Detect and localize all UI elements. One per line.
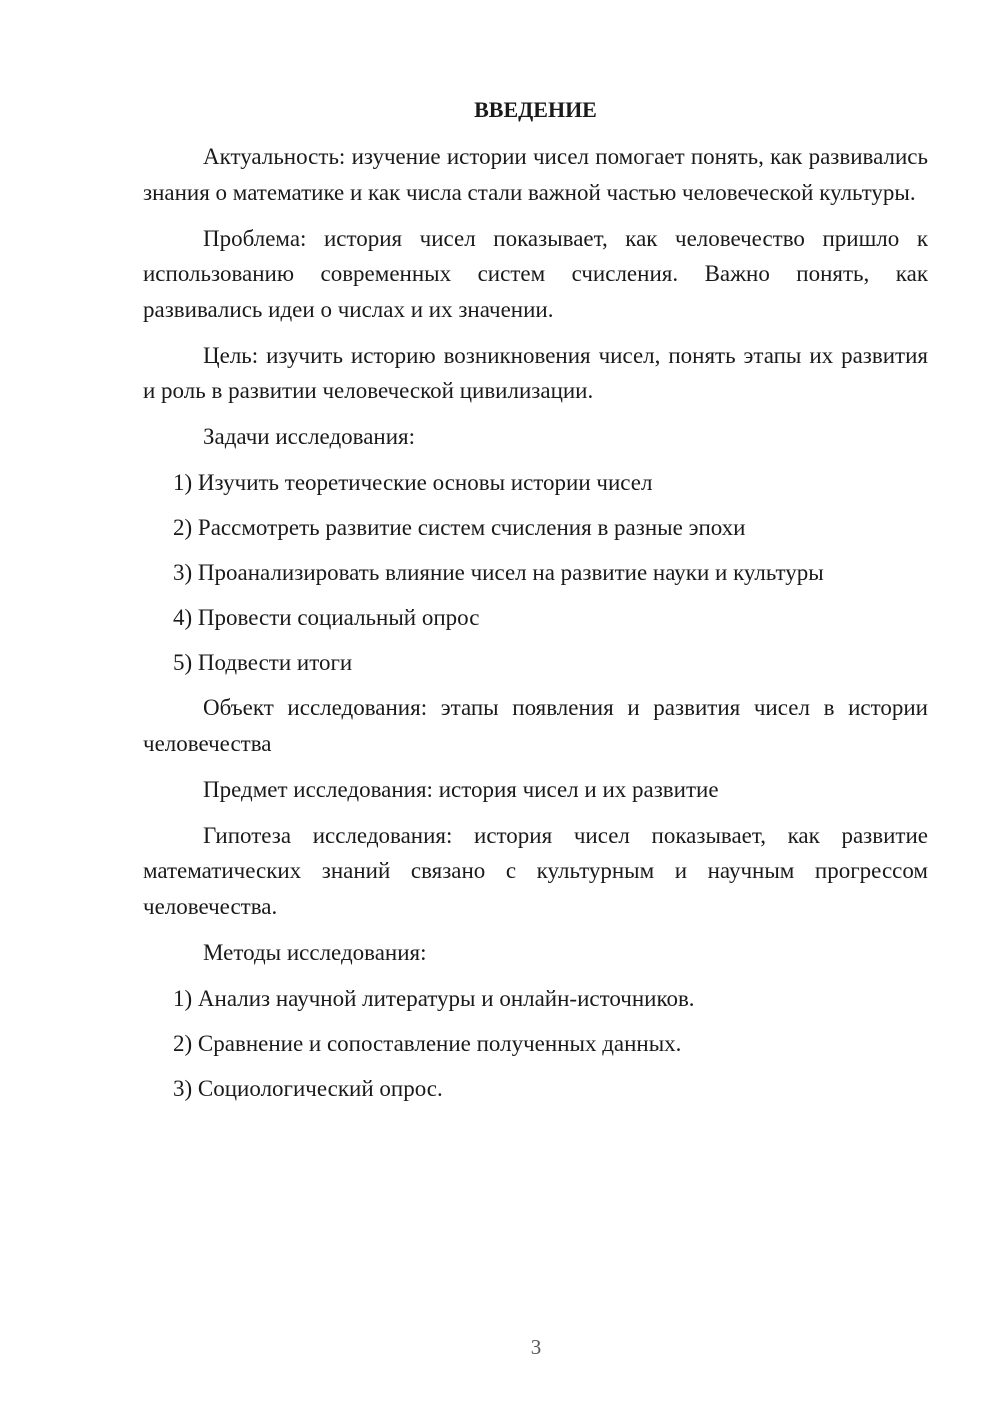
list-item: 2) Рассмотреть развитие систем счисления в разные эпохи: [173, 515, 746, 540]
tasks-list: [143, 465, 928, 681]
list-item: 4) Провести социальный опрос: [173, 605, 480, 630]
page-title: ВВЕДЕНИЕ: [474, 97, 597, 122]
methods-heading: Методы исследования:: [203, 939, 427, 965]
tasks-heading: Задачи исследования:: [203, 424, 416, 449]
list-item: 1) Изучить теоретические основы истории чисел: [173, 470, 653, 495]
relevance-paragraph: Актуальность: изучение истории чисел помогает понять, как развивались знания о математике и как числа стали важной частью человеческой культуры.: [143, 144, 928, 205]
list-item: 3) Проанализировать влияние чисел на развитие науки и культуры: [173, 560, 824, 585]
hypothesis-paragraph: Гипотеза исследования: история чисел показывает, как развитие математических знаний связано с культурным и научным прогрессом человечества.: [143, 822, 928, 919]
page-number: 3: [530, 1335, 542, 1359]
subject-paragraph: Предмет исследования: история чисел и их развитие: [203, 776, 719, 802]
object-paragraph: Объект исследования: этапы появления и развития чисел в истории человечества: [143, 695, 928, 756]
methods-list: [143, 981, 928, 1107]
problem-paragraph: Проблема: история чисел показывает, как человечество пришло к использованию современных систем счисления. Важно понять, как развивались идеи о числах и их значении.: [143, 225, 928, 322]
list-item: 2) Сравнение и сопоставление полученных данных.: [173, 1030, 682, 1056]
list-item: 5) Подвести итоги: [173, 650, 353, 675]
goal-paragraph: Цель: изучить историю возникновения чисел, понять этапы их развития и роль в развитии человеческой цивилизации.: [143, 342, 928, 403]
page-content: [143, 92, 928, 1116]
list-item: 1) Анализ научной литературы и онлайн-источников.: [173, 985, 695, 1011]
list-item: 3) Социологический опрос.: [173, 1075, 443, 1101]
